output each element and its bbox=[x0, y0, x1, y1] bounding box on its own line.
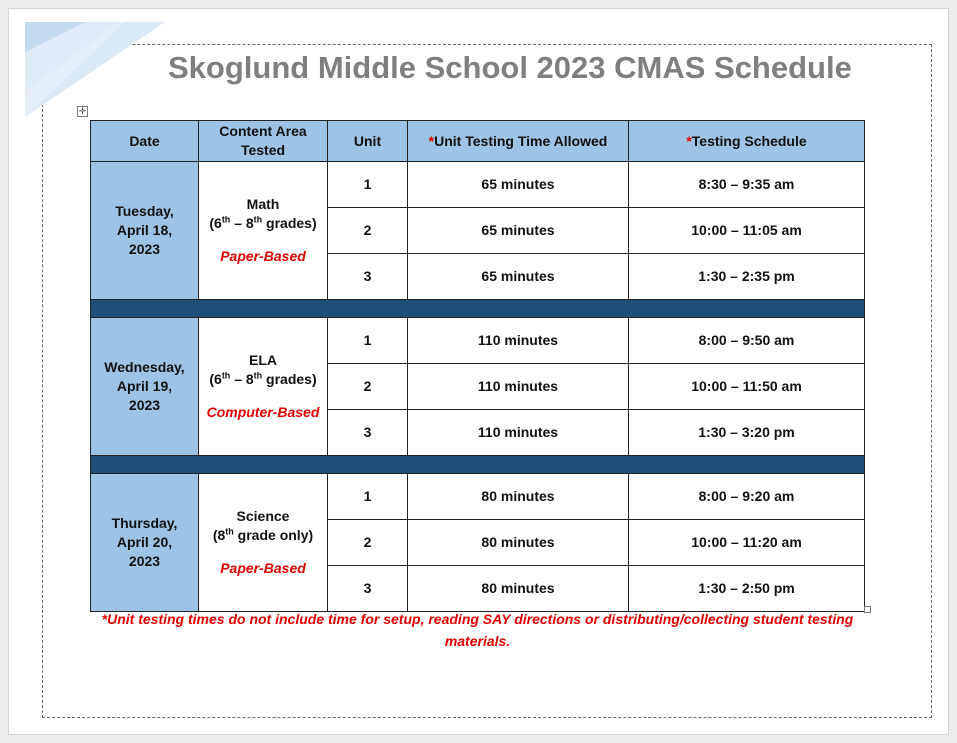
subject: ELA bbox=[249, 352, 277, 368]
time-cell: 110 minutes bbox=[408, 318, 629, 364]
header-testing-time bbox=[408, 121, 629, 162]
time-cell: 80 minutes bbox=[408, 566, 629, 612]
test-type: Paper-Based bbox=[220, 560, 306, 576]
date-line: April 19, bbox=[116, 378, 173, 394]
corner-decoration bbox=[25, 22, 170, 122]
schedule-cell: 1:30 – 2:50 pm bbox=[629, 566, 865, 612]
unit-cell: 1 bbox=[328, 318, 408, 364]
date-line: 2023 bbox=[128, 241, 161, 257]
date-cell bbox=[91, 474, 199, 612]
schedule-cell: 1:30 – 3:20 pm bbox=[629, 410, 865, 456]
unit-cell: 1 bbox=[328, 162, 408, 208]
time-cell: 80 minutes bbox=[408, 520, 629, 566]
time-cell: 110 minutes bbox=[408, 410, 629, 456]
schedule-table bbox=[90, 120, 865, 612]
schedule-cell: 10:00 – 11:20 am bbox=[629, 520, 865, 566]
separator-row bbox=[91, 300, 865, 318]
footnote: *Unit testing times do not include time for setup, reading SAY directions or distributing/collecting student testing materials. bbox=[101, 611, 854, 649]
header-row bbox=[91, 121, 865, 162]
unit-cell: 3 bbox=[328, 410, 408, 456]
unit-cell: 3 bbox=[328, 254, 408, 300]
time-cell: 110 minutes bbox=[408, 364, 629, 410]
subject: Math bbox=[246, 196, 280, 212]
schedule-cell: 8:00 – 9:50 am bbox=[629, 318, 865, 364]
header-unit: Unit bbox=[328, 121, 408, 162]
unit-cell: 3 bbox=[328, 566, 408, 612]
separator-bar bbox=[91, 300, 865, 318]
asterisk: * bbox=[686, 132, 692, 149]
time-cell: 80 minutes bbox=[408, 474, 629, 520]
date-line: April 18, bbox=[116, 222, 173, 238]
header-testing-schedule-label: Testing Schedule bbox=[691, 132, 807, 149]
grade-range: (6th – 8th grades) bbox=[209, 370, 317, 387]
schedule-cell: 8:30 – 9:35 am bbox=[629, 162, 865, 208]
unit-cell: 2 bbox=[328, 208, 408, 254]
schedule-cell: 8:00 – 9:20 am bbox=[629, 474, 865, 520]
date-line: 2023 bbox=[128, 553, 161, 569]
unit-cell: 2 bbox=[328, 364, 408, 410]
schedule-cell: 1:30 – 2:35 pm bbox=[629, 254, 865, 300]
table-row bbox=[91, 474, 865, 520]
time-cell: 65 minutes bbox=[408, 162, 629, 208]
date-line: Wednesday, bbox=[104, 359, 185, 375]
unit-cell: 1 bbox=[328, 474, 408, 520]
content-area-cell bbox=[199, 162, 328, 300]
date-line: April 20, bbox=[116, 534, 173, 550]
schedule-cell: 10:00 – 11:05 am bbox=[629, 208, 865, 254]
asterisk: * bbox=[428, 132, 435, 149]
time-cell: 65 minutes bbox=[408, 254, 629, 300]
separator-bar bbox=[91, 456, 865, 474]
schedule-cell: 10:00 – 11:50 am bbox=[629, 364, 865, 410]
content-area-cell bbox=[199, 318, 328, 456]
date-cell bbox=[91, 318, 199, 456]
unit-cell: 2 bbox=[328, 520, 408, 566]
date-line: Thursday, bbox=[111, 515, 178, 531]
header-testing-time-label: Unit Testing Time Allowed bbox=[434, 132, 608, 149]
header-content-area: Content Area Tested bbox=[199, 121, 328, 162]
test-type: Paper-Based bbox=[220, 248, 306, 264]
page-title: Skoglund Middle School 2023 CMAS Schedule bbox=[168, 50, 852, 85]
table-resize-handle[interactable] bbox=[864, 606, 871, 613]
subject: Science bbox=[236, 508, 290, 524]
test-type: Computer-Based bbox=[206, 404, 320, 420]
table-row bbox=[91, 162, 865, 208]
date-line: 2023 bbox=[128, 397, 161, 413]
separator-row bbox=[91, 456, 865, 474]
content-area-cell bbox=[199, 474, 328, 612]
table-move-handle-icon[interactable]: ✛ bbox=[78, 106, 87, 116]
date-line: Tuesday, bbox=[115, 203, 174, 219]
grade-range: (6th – 8th grades) bbox=[209, 214, 317, 231]
table-row bbox=[91, 318, 865, 364]
header-date: Date bbox=[91, 121, 199, 162]
time-cell: 65 minutes bbox=[408, 208, 629, 254]
grade-range: (8th grade only) bbox=[212, 526, 314, 543]
date-cell bbox=[91, 162, 199, 300]
header-testing-schedule bbox=[629, 121, 865, 162]
